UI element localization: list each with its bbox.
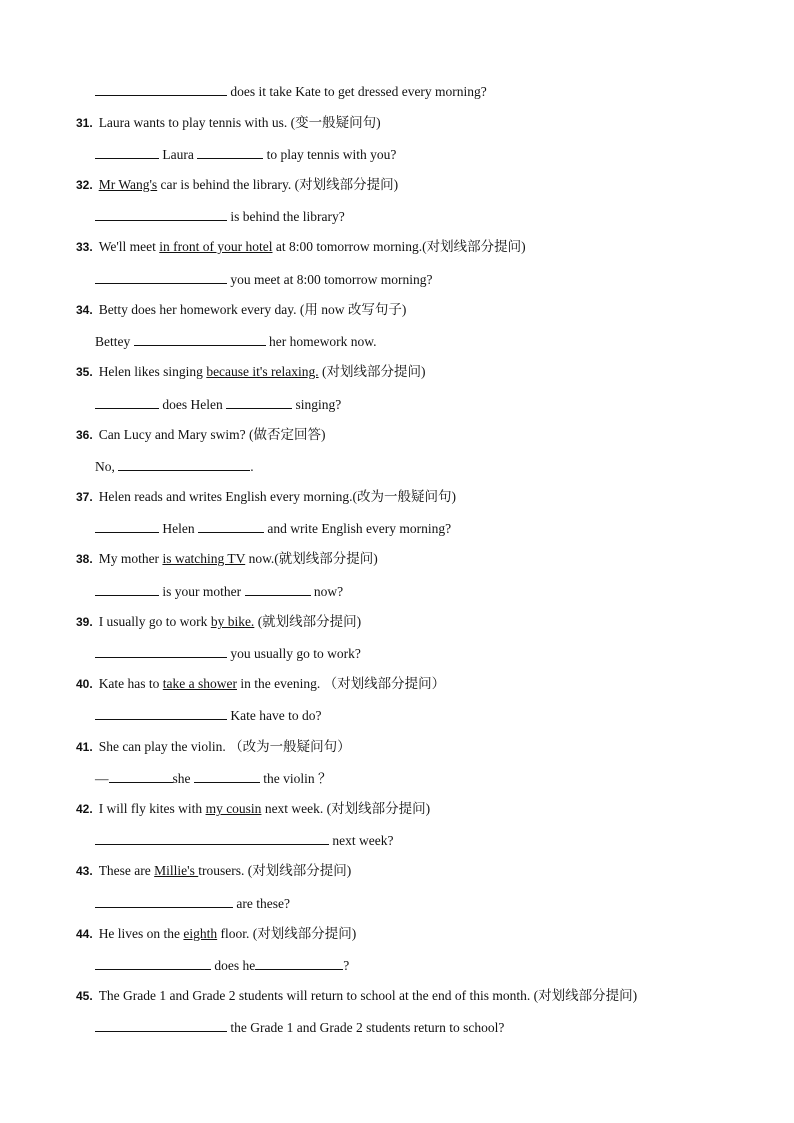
question-text: next week. (对划线部分提问)	[261, 801, 431, 816]
answer-blank[interactable]	[95, 706, 227, 720]
question-number: 43.	[76, 864, 93, 878]
question-number: 36.	[76, 428, 93, 442]
answer-blank[interactable]	[95, 644, 227, 658]
answer-line-30	[95, 82, 487, 101]
answer-line-42	[95, 831, 393, 850]
answer-line-41	[95, 769, 332, 788]
answer-blank[interactable]	[95, 582, 159, 596]
question-text: Can Lucy and Mary swim? (做否定回答)	[98, 427, 326, 442]
answer-blank[interactable]	[95, 831, 329, 845]
question-number: 42.	[76, 802, 93, 816]
question-number: 45.	[76, 989, 93, 1003]
question-text: We'll meet	[98, 239, 160, 254]
question-34	[76, 301, 406, 319]
question-45	[76, 987, 637, 1005]
question-number: 35.	[76, 365, 93, 379]
underlined-text: eighth	[183, 926, 218, 941]
answer-text: singing?	[295, 397, 342, 412]
answer-blank[interactable]	[109, 769, 173, 783]
answer-text: .	[250, 459, 254, 474]
question-number: 34.	[76, 303, 93, 317]
question-number: 39.	[76, 615, 93, 629]
answer-text: you usually go to work?	[230, 646, 361, 661]
answer-text: now?	[313, 584, 344, 599]
answer-blank[interactable]	[95, 956, 211, 970]
answer-line-43	[95, 894, 290, 913]
answer-blank[interactable]	[194, 769, 260, 783]
question-text: My mother	[98, 551, 163, 566]
answer-text: does he	[214, 958, 256, 973]
answer-line-35	[95, 395, 341, 414]
answer-blank[interactable]	[95, 207, 227, 221]
answer-line-39	[95, 644, 361, 663]
answer-text: is behind the library?	[230, 209, 345, 224]
question-text: I usually go to work	[98, 614, 211, 629]
question-number: 31.	[76, 116, 93, 130]
question-text: car is behind the library. (对划线部分提问)	[157, 177, 399, 192]
underlined-text: my cousin	[205, 801, 262, 816]
answer-line-45	[95, 1018, 504, 1037]
answer-blank[interactable]	[95, 145, 159, 159]
answer-blank[interactable]	[197, 145, 263, 159]
answer-line-33	[95, 270, 432, 289]
answer-text: and write English every morning?	[267, 521, 452, 536]
question-text: (就划线部分提问)	[254, 614, 362, 629]
question-number: 32.	[76, 178, 93, 192]
underlined-text: Mr Wang's	[98, 177, 158, 192]
answer-blank[interactable]	[118, 457, 250, 471]
question-37	[76, 488, 456, 506]
underlined-text: is watching TV	[162, 551, 246, 566]
question-number: 37.	[76, 490, 93, 504]
question-text: Laura wants to play tennis with us. (变一般疑问句)	[98, 115, 381, 130]
answer-text: she	[172, 771, 191, 786]
question-42	[76, 800, 430, 818]
answer-blank[interactable]	[95, 1018, 227, 1032]
underlined-text: in front of your hotel	[159, 239, 273, 254]
question-41	[76, 738, 351, 756]
underlined-text: by bike.	[210, 614, 255, 629]
answer-text: Laura	[162, 147, 194, 162]
answer-blank[interactable]	[255, 956, 343, 970]
answer-line-32	[95, 207, 345, 226]
question-43	[76, 862, 351, 880]
question-number: 41.	[76, 740, 93, 754]
answer-line-38	[95, 582, 343, 601]
question-40	[76, 675, 445, 693]
answer-text: does Helen	[162, 397, 223, 412]
question-36	[76, 426, 326, 444]
answer-text: are these?	[236, 896, 290, 911]
answer-blank[interactable]	[198, 519, 264, 533]
question-text: I will fly kites with	[98, 801, 206, 816]
question-text: in the evening. （对划线部分提问）	[237, 676, 446, 691]
question-text: (对划线部分提问)	[318, 364, 426, 379]
question-text: The Grade 1 and Grade 2 students will return to school at the end of this month. (对划线部分提问)	[98, 988, 638, 1003]
answer-blank[interactable]	[226, 395, 292, 409]
answer-text: —	[95, 771, 109, 786]
question-number: 33.	[76, 240, 93, 254]
answer-line-37	[95, 519, 451, 538]
answer-text: you meet at 8:00 tomorrow morning?	[230, 272, 433, 287]
underlined-text: take a shower	[162, 676, 238, 691]
underlined-text: Millie's	[154, 863, 199, 878]
answer-text: Kate have to do?	[230, 708, 322, 723]
question-text: She can play the violin. （改为一般疑问句）	[98, 739, 351, 754]
question-text: Helen likes singing	[98, 364, 207, 379]
answer-text: next week?	[332, 833, 394, 848]
answer-line-36	[95, 457, 254, 476]
answer-line-44	[95, 956, 349, 975]
answer-blank[interactable]	[134, 332, 266, 346]
question-31	[76, 114, 381, 132]
answer-text: No,	[95, 459, 115, 474]
question-35	[76, 363, 425, 381]
answer-line-34	[95, 332, 376, 351]
answer-blank[interactable]	[95, 82, 227, 96]
question-number: 40.	[76, 677, 93, 691]
question-number: 38.	[76, 552, 93, 566]
question-text: at 8:00 tomorrow morning.(对划线部分提问)	[272, 239, 526, 254]
answer-text: Bettey	[95, 334, 131, 349]
answer-blank[interactable]	[95, 894, 233, 908]
question-44	[76, 925, 356, 943]
answer-text: to play tennis with you?	[266, 147, 397, 162]
question-text: He lives on the	[98, 926, 184, 941]
question-text: Betty does her homework every day. (用 now 改写句子)	[98, 302, 407, 317]
question-text: now.(就划线部分提问)	[245, 551, 378, 566]
question-33	[76, 238, 526, 256]
answer-text: Helen	[162, 521, 195, 536]
question-number: 44.	[76, 927, 93, 941]
answer-text: does it take Kate to get dressed every morning?	[230, 84, 487, 99]
answer-text: ?	[343, 958, 350, 973]
answer-blank[interactable]	[95, 395, 159, 409]
question-text: Helen reads and writes English every morning.(改为一般疑问句)	[98, 489, 456, 504]
answer-line-31	[95, 145, 396, 164]
question-39	[76, 613, 361, 631]
answer-blank[interactable]	[245, 582, 311, 596]
question-text: Kate has to	[98, 676, 163, 691]
question-text: trousers. (对划线部分提问)	[198, 863, 352, 878]
answer-text: the violin ？	[263, 771, 332, 786]
question-38	[76, 550, 378, 568]
question-32	[76, 176, 398, 194]
answer-blank[interactable]	[95, 270, 227, 284]
question-text: These are	[98, 863, 155, 878]
answer-blank[interactable]	[95, 519, 159, 533]
underlined-text: because it's relaxing.	[206, 364, 319, 379]
answer-line-40	[95, 706, 321, 725]
answer-text: is your mother	[162, 584, 242, 599]
answer-text: her homework now.	[269, 334, 377, 349]
answer-text: the Grade 1 and Grade 2 students return to school?	[230, 1020, 505, 1035]
question-text: floor. (对划线部分提问)	[217, 926, 357, 941]
